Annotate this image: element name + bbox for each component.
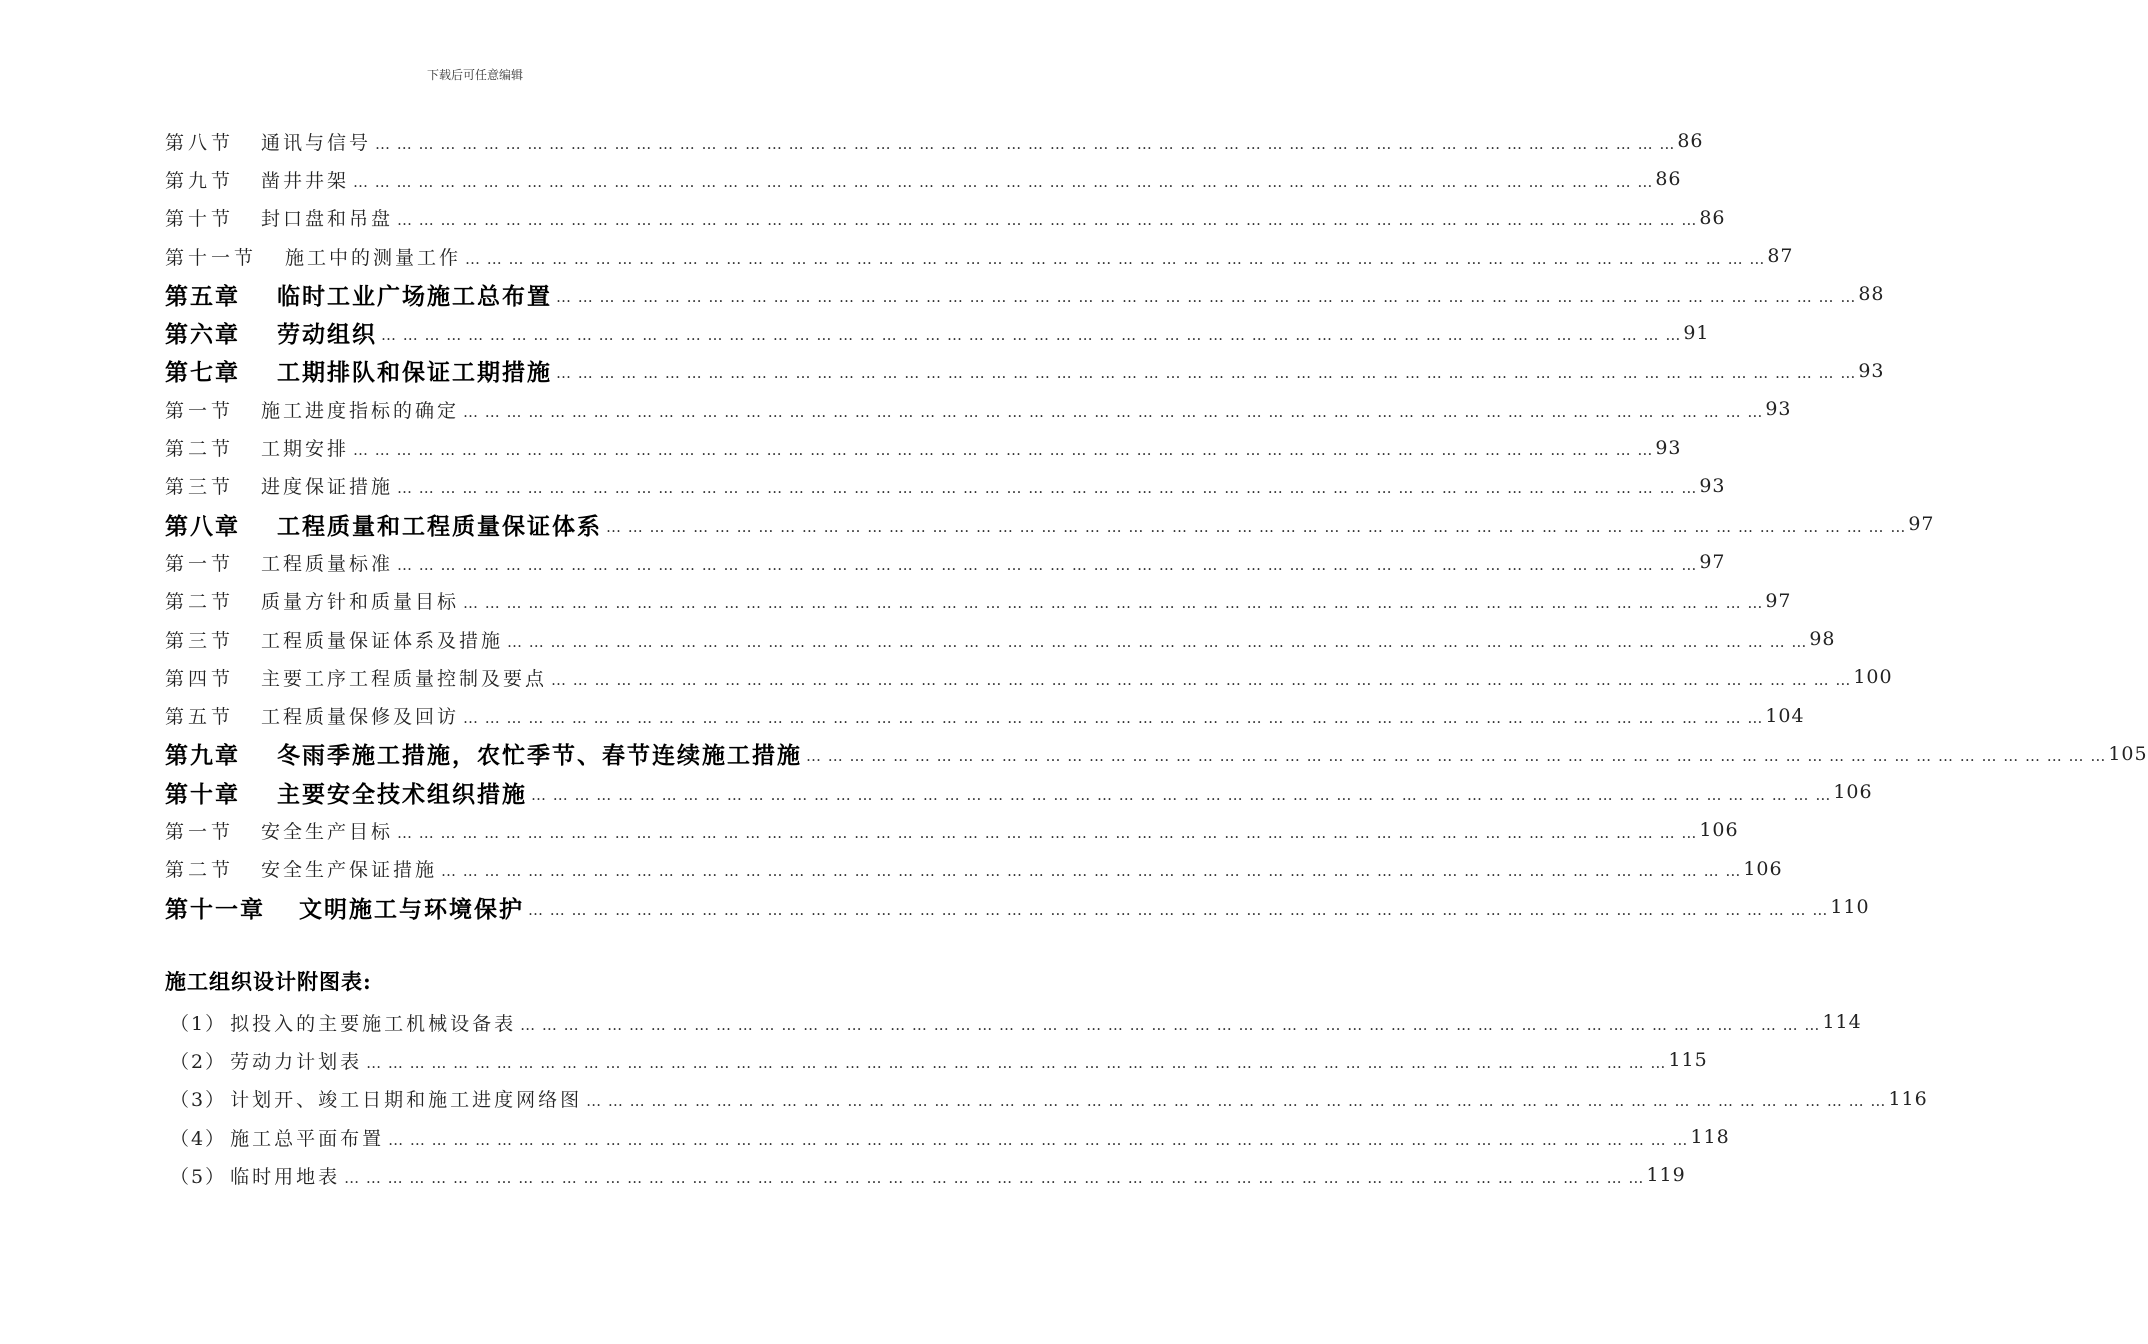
- toc-chapter[interactable]: [165, 888, 1870, 926]
- toc-entry-page: 93: [1765, 398, 1792, 421]
- toc-entry[interactable]: [165, 199, 1726, 237]
- toc-chapter-title: 临时工业广场施工总布置: [277, 282, 552, 310]
- toc-chapter[interactable]: [165, 505, 1935, 543]
- toc-entry-title: 安全生产目标: [261, 820, 394, 843]
- toc-entry[interactable]: [165, 658, 1893, 696]
- toc-entry-title: 通讯与信号: [261, 131, 372, 154]
- toc-entry-page: 104: [1765, 704, 1805, 727]
- toc-entry-title: 安全生产保证措施: [261, 859, 438, 882]
- toc-entry-title: 进度保证措施: [261, 476, 394, 499]
- toc-entry[interactable]: [165, 543, 1726, 581]
- toc-chapter-title: 工程质量和工程质量保证体系: [277, 512, 602, 540]
- toc-entry-title: 工程质量保修及回访: [261, 706, 460, 729]
- appendix-entry-number: （2）: [170, 1050, 227, 1073]
- toc-entry-number: 第八节: [165, 131, 235, 154]
- toc-chapter-title: 冬雨季施工措施，农忙季节、春节连续施工措施: [277, 742, 802, 770]
- toc-entry[interactable]: [165, 237, 1794, 275]
- dot-leader: … … … … … … … … … … … … … … … … … … … … … … … … … … … … … … … … … … … … … … … … … … … … … … … … … … … … … … … … … … … …: [397, 479, 1698, 498]
- toc-chapter-page: 106: [1833, 781, 1873, 804]
- appendix-entry-title: 临时用地表: [230, 1165, 341, 1188]
- toc-entry-title: 主要工序工程质量控制及要点: [261, 667, 548, 690]
- appendix-entry[interactable]: [170, 1041, 1708, 1079]
- appendix-entry-number: （5）: [170, 1165, 227, 1188]
- toc-chapter-number: 第十章: [165, 780, 240, 808]
- appendix-entry-number: （4）: [170, 1127, 227, 1150]
- dot-leader: … … … … … … … … … … … … … … … … … … … … … … … … … … … … … … … … … … … … … … … … … … … … … … … … … … … … … … … … … … … …: [465, 249, 1766, 268]
- toc-entry-page: 97: [1699, 551, 1726, 574]
- toc-entry[interactable]: [165, 620, 1836, 658]
- appendix-entry-number: （1）: [170, 1012, 227, 1035]
- toc-chapter-number: 第七章: [165, 359, 240, 387]
- dot-leader: … … … … … … … … … … … … … … … … … … … … … … … … … … … … … … … … … … … … … … … … … … … … … … … … … … … … … … … … … … … …: [388, 1130, 1689, 1149]
- toc-entry-title: 质量方针和质量目标: [261, 591, 460, 614]
- appendix-entry-title: 拟投入的主要施工机械设备表: [230, 1012, 517, 1035]
- toc-entry-number: 第三节: [165, 476, 235, 499]
- toc-entry-page: 98: [1809, 628, 1836, 650]
- toc-entry-number: 第四节: [165, 667, 235, 690]
- toc-entry-number: 第十一节: [165, 246, 258, 269]
- toc-chapter[interactable]: [165, 275, 1885, 313]
- appendix-heading: 施工组织设计附图表:: [165, 969, 372, 994]
- dot-leader: … … … … … … … … … … … … … … … … … … … … … … … … … … … … … … … … … … … … … … … … … … … … … … … … … … … … … … … … … … … …: [556, 364, 1857, 383]
- appendix-entry-page: 116: [1888, 1087, 1928, 1110]
- toc-chapter[interactable]: [165, 313, 1710, 351]
- appendix-entry-number: （3）: [170, 1089, 227, 1112]
- toc-chapter-title: 文明施工与环境保护: [299, 895, 524, 923]
- toc-entry-number: 第十节: [165, 208, 235, 231]
- dot-leader: … … … … … … … … … … … … … … … … … … … … … … … … … … … … … … … … … … … … … … … … … … … … … … … … … … … … … … … … … … … …: [366, 1053, 1667, 1072]
- toc-entry[interactable]: [165, 811, 1739, 849]
- toc-entry-title: 工程质量标准: [261, 552, 394, 575]
- dot-leader: … … … … … … … … … … … … … … … … … … … … … … … … … … … … … … … … … … … … … … … … … … … … … … … … … … … … … … … … … … … …: [463, 709, 1764, 728]
- toc-chapter-page: 91: [1683, 321, 1710, 344]
- toc-entry-title: 施工中的测量工作: [285, 246, 462, 269]
- dot-leader: … … … … … … … … … … … … … … … … … … … … … … … … … … … … … … … … … … … … … … … … … … … … … … … … … … … … … … … … … … … …: [606, 517, 1907, 536]
- toc-chapter-number: 第六章: [165, 321, 240, 349]
- toc-entry-title: 施工进度指标的确定: [261, 399, 460, 422]
- dot-leader: … … … … … … … … … … … … … … … … … … … … … … … … … … … … … … … … … … … … … … … … … … … … … … … … … … … … … … … … … … … …: [381, 326, 1682, 345]
- dot-leader: … … … … … … … … … … … … … … … … … … … … … … … … … … … … … … … … … … … … … … … … … … … … … … … … … … … … … … … … … … … …: [375, 134, 1676, 153]
- toc-entry[interactable]: [165, 696, 1805, 734]
- toc-entry-number: 第三节: [165, 629, 235, 652]
- dot-leader: … … … … … … … … … … … … … … … … … … … … … … … … … … … … … … … … … … … … … … … … … … … … … … … … … … … … … … … … … … … …: [441, 862, 1742, 881]
- toc-chapter-number: 第十一章: [165, 895, 265, 923]
- toc-entry-page: 100: [1853, 666, 1893, 689]
- toc-entry-page: 93: [1699, 474, 1726, 497]
- appendix-entry-page: 119: [1646, 1164, 1686, 1187]
- dot-leader: … … … … … … … … … … … … … … … … … … … … … … … … … … … … … … … … … … … … … … … … … … … … … … … … … … … … … … … … … … … …: [397, 211, 1698, 230]
- table-of-contents: [165, 122, 2148, 926]
- appendix-entry-title: 施工总平面布置: [230, 1127, 385, 1150]
- appendix-entry-page: 115: [1668, 1049, 1708, 1072]
- dot-leader: … … … … … … … … … … … … … … … … … … … … … … … … … … … … … … … … … … … … … … … … … … … … … … … … … … … … … … … … … … … …: [586, 1092, 1887, 1111]
- toc-entry-page: 86: [1655, 168, 1682, 191]
- appendix-entry-page: 114: [1822, 1011, 1862, 1034]
- toc-entry-title: 凿井井架: [261, 169, 350, 192]
- dot-leader: … … … … … … … … … … … … … … … … … … … … … … … … … … … … … … … … … … … … … … … … … … … … … … … … … … … … … … … … … … … …: [556, 287, 1857, 306]
- dot-leader: … … … … … … … … … … … … … … … … … … … … … … … … … … … … … … … … … … … … … … … … … … … … … … … … … … … … … … … … … … … …: [353, 172, 1654, 191]
- dot-leader: … … … … … … … … … … … … … … … … … … … … … … … … … … … … … … … … … … … … … … … … … … … … … … … … … … … … … … … … … … … …: [520, 1015, 1821, 1034]
- toc-entry-page: 87: [1767, 245, 1794, 268]
- toc-chapter-page: 105: [2108, 742, 2148, 765]
- toc-chapter-number: 第九章: [165, 742, 240, 770]
- toc-chapter-title: 工期排队和保证工期措施: [277, 359, 552, 387]
- dot-leader: … … … … … … … … … … … … … … … … … … … … … … … … … … … … … … … … … … … … … … … … … … … … … … … … … … … … … … … … … … … …: [806, 747, 2107, 766]
- appendix-entry[interactable]: [170, 1080, 1928, 1118]
- dot-leader: … … … … … … … … … … … … … … … … … … … … … … … … … … … … … … … … … … … … … … … … … … … … … … … … … … … … … … … … … … … …: [531, 785, 1832, 804]
- toc-entry[interactable]: [165, 428, 1682, 466]
- dot-leader: … … … … … … … … … … … … … … … … … … … … … … … … … … … … … … … … … … … … … … … … … … … … … … … … … … … … … … … … … … … …: [397, 823, 1698, 842]
- appendix-entry[interactable]: [170, 1156, 1686, 1194]
- toc-entry-number: 第一节: [165, 820, 235, 843]
- dot-leader: … … … … … … … … … … … … … … … … … … … … … … … … … … … … … … … … … … … … … … … … … … … … … … … … … … … … … … … … … … … …: [344, 1168, 1645, 1187]
- toc-entry-number: 第一节: [165, 552, 235, 575]
- toc-entry[interactable]: [165, 160, 1682, 198]
- toc-entry-number: 第一节: [165, 399, 235, 422]
- toc-entry-number: 第五节: [165, 706, 235, 729]
- dot-leader: … … … … … … … … … … … … … … … … … … … … … … … … … … … … … … … … … … … … … … … … … … … … … … … … … … … … … … … … … … … …: [353, 441, 1654, 460]
- toc-chapter-page: 110: [1830, 896, 1870, 919]
- dot-leader: … … … … … … … … … … … … … … … … … … … … … … … … … … … … … … … … … … … … … … … … … … … … … … … … … … … … … … … … … … … …: [507, 632, 1808, 651]
- appendix-entry-title: 劳动力计划表: [230, 1050, 363, 1073]
- toc-chapter[interactable]: [165, 773, 1873, 811]
- appendix-entry-title: 计划开、竣工日期和施工进度网络图: [230, 1089, 583, 1112]
- appendix-list: [170, 1003, 1928, 1194]
- toc-entry-page: 106: [1743, 857, 1783, 880]
- toc-chapter-page: 93: [1858, 359, 1885, 382]
- toc-entry-page: 86: [1677, 130, 1704, 153]
- toc-entry-page: 86: [1699, 206, 1726, 229]
- dot-leader: … … … … … … … … … … … … … … … … … … … … … … … … … … … … … … … … … … … … … … … … … … … … … … … … … … … … … … … … … … … …: [397, 555, 1698, 574]
- toc-chapter-title: 劳动组织: [277, 321, 377, 349]
- dot-leader: … … … … … … … … … … … … … … … … … … … … … … … … … … … … … … … … … … … … … … … … … … … … … … … … … … … … … … … … … … … …: [551, 670, 1852, 689]
- toc-entry-title: 工程质量保证体系及措施: [261, 629, 504, 652]
- toc-chapter-page: 88: [1858, 283, 1885, 306]
- dot-leader: … … … … … … … … … … … … … … … … … … … … … … … … … … … … … … … … … … … … … … … … … … … … … … … … … … … … … … … … … … … …: [528, 900, 1829, 919]
- toc-entry[interactable]: [165, 582, 1792, 620]
- toc-chapter-number: 第八章: [165, 512, 240, 540]
- appendix-entry[interactable]: [170, 1118, 1730, 1156]
- toc-entry-number: 第二节: [165, 859, 235, 882]
- toc-entry[interactable]: [165, 390, 1792, 428]
- toc-chapter[interactable]: [165, 352, 1885, 390]
- toc-entry-number: 第二节: [165, 591, 235, 614]
- toc-entry-page: 93: [1655, 436, 1682, 459]
- toc-chapter[interactable]: [165, 735, 2148, 773]
- toc-chapter-title: 主要安全技术组织措施: [277, 780, 527, 808]
- toc-entry-title: 封口盘和吊盘: [261, 208, 394, 231]
- dot-leader: … … … … … … … … … … … … … … … … … … … … … … … … … … … … … … … … … … … … … … … … … … … … … … … … … … … … … … … … … … … …: [463, 402, 1764, 421]
- toc-chapter-number: 第五章: [165, 282, 240, 310]
- page-header: 下载后可任意编辑: [426, 68, 523, 82]
- toc-entry[interactable]: [165, 850, 1783, 888]
- toc-entry[interactable]: [165, 467, 1726, 505]
- toc-entry-number: 第二节: [165, 438, 235, 461]
- toc-entry-number: 第九节: [165, 169, 235, 192]
- appendix-entry-page: 118: [1690, 1126, 1730, 1149]
- dot-leader: … … … … … … … … … … … … … … … … … … … … … … … … … … … … … … … … … … … … … … … … … … … … … … … … … … … … … … … … … … … …: [463, 594, 1764, 613]
- toc-entry-page: 97: [1765, 589, 1792, 612]
- toc-entry-title: 工期安排: [261, 438, 350, 461]
- toc-entry[interactable]: [165, 122, 1704, 160]
- toc-chapter-page: 97: [1908, 513, 1935, 536]
- toc-entry-page: 106: [1699, 819, 1739, 842]
- appendix-entry[interactable]: [170, 1003, 1862, 1041]
